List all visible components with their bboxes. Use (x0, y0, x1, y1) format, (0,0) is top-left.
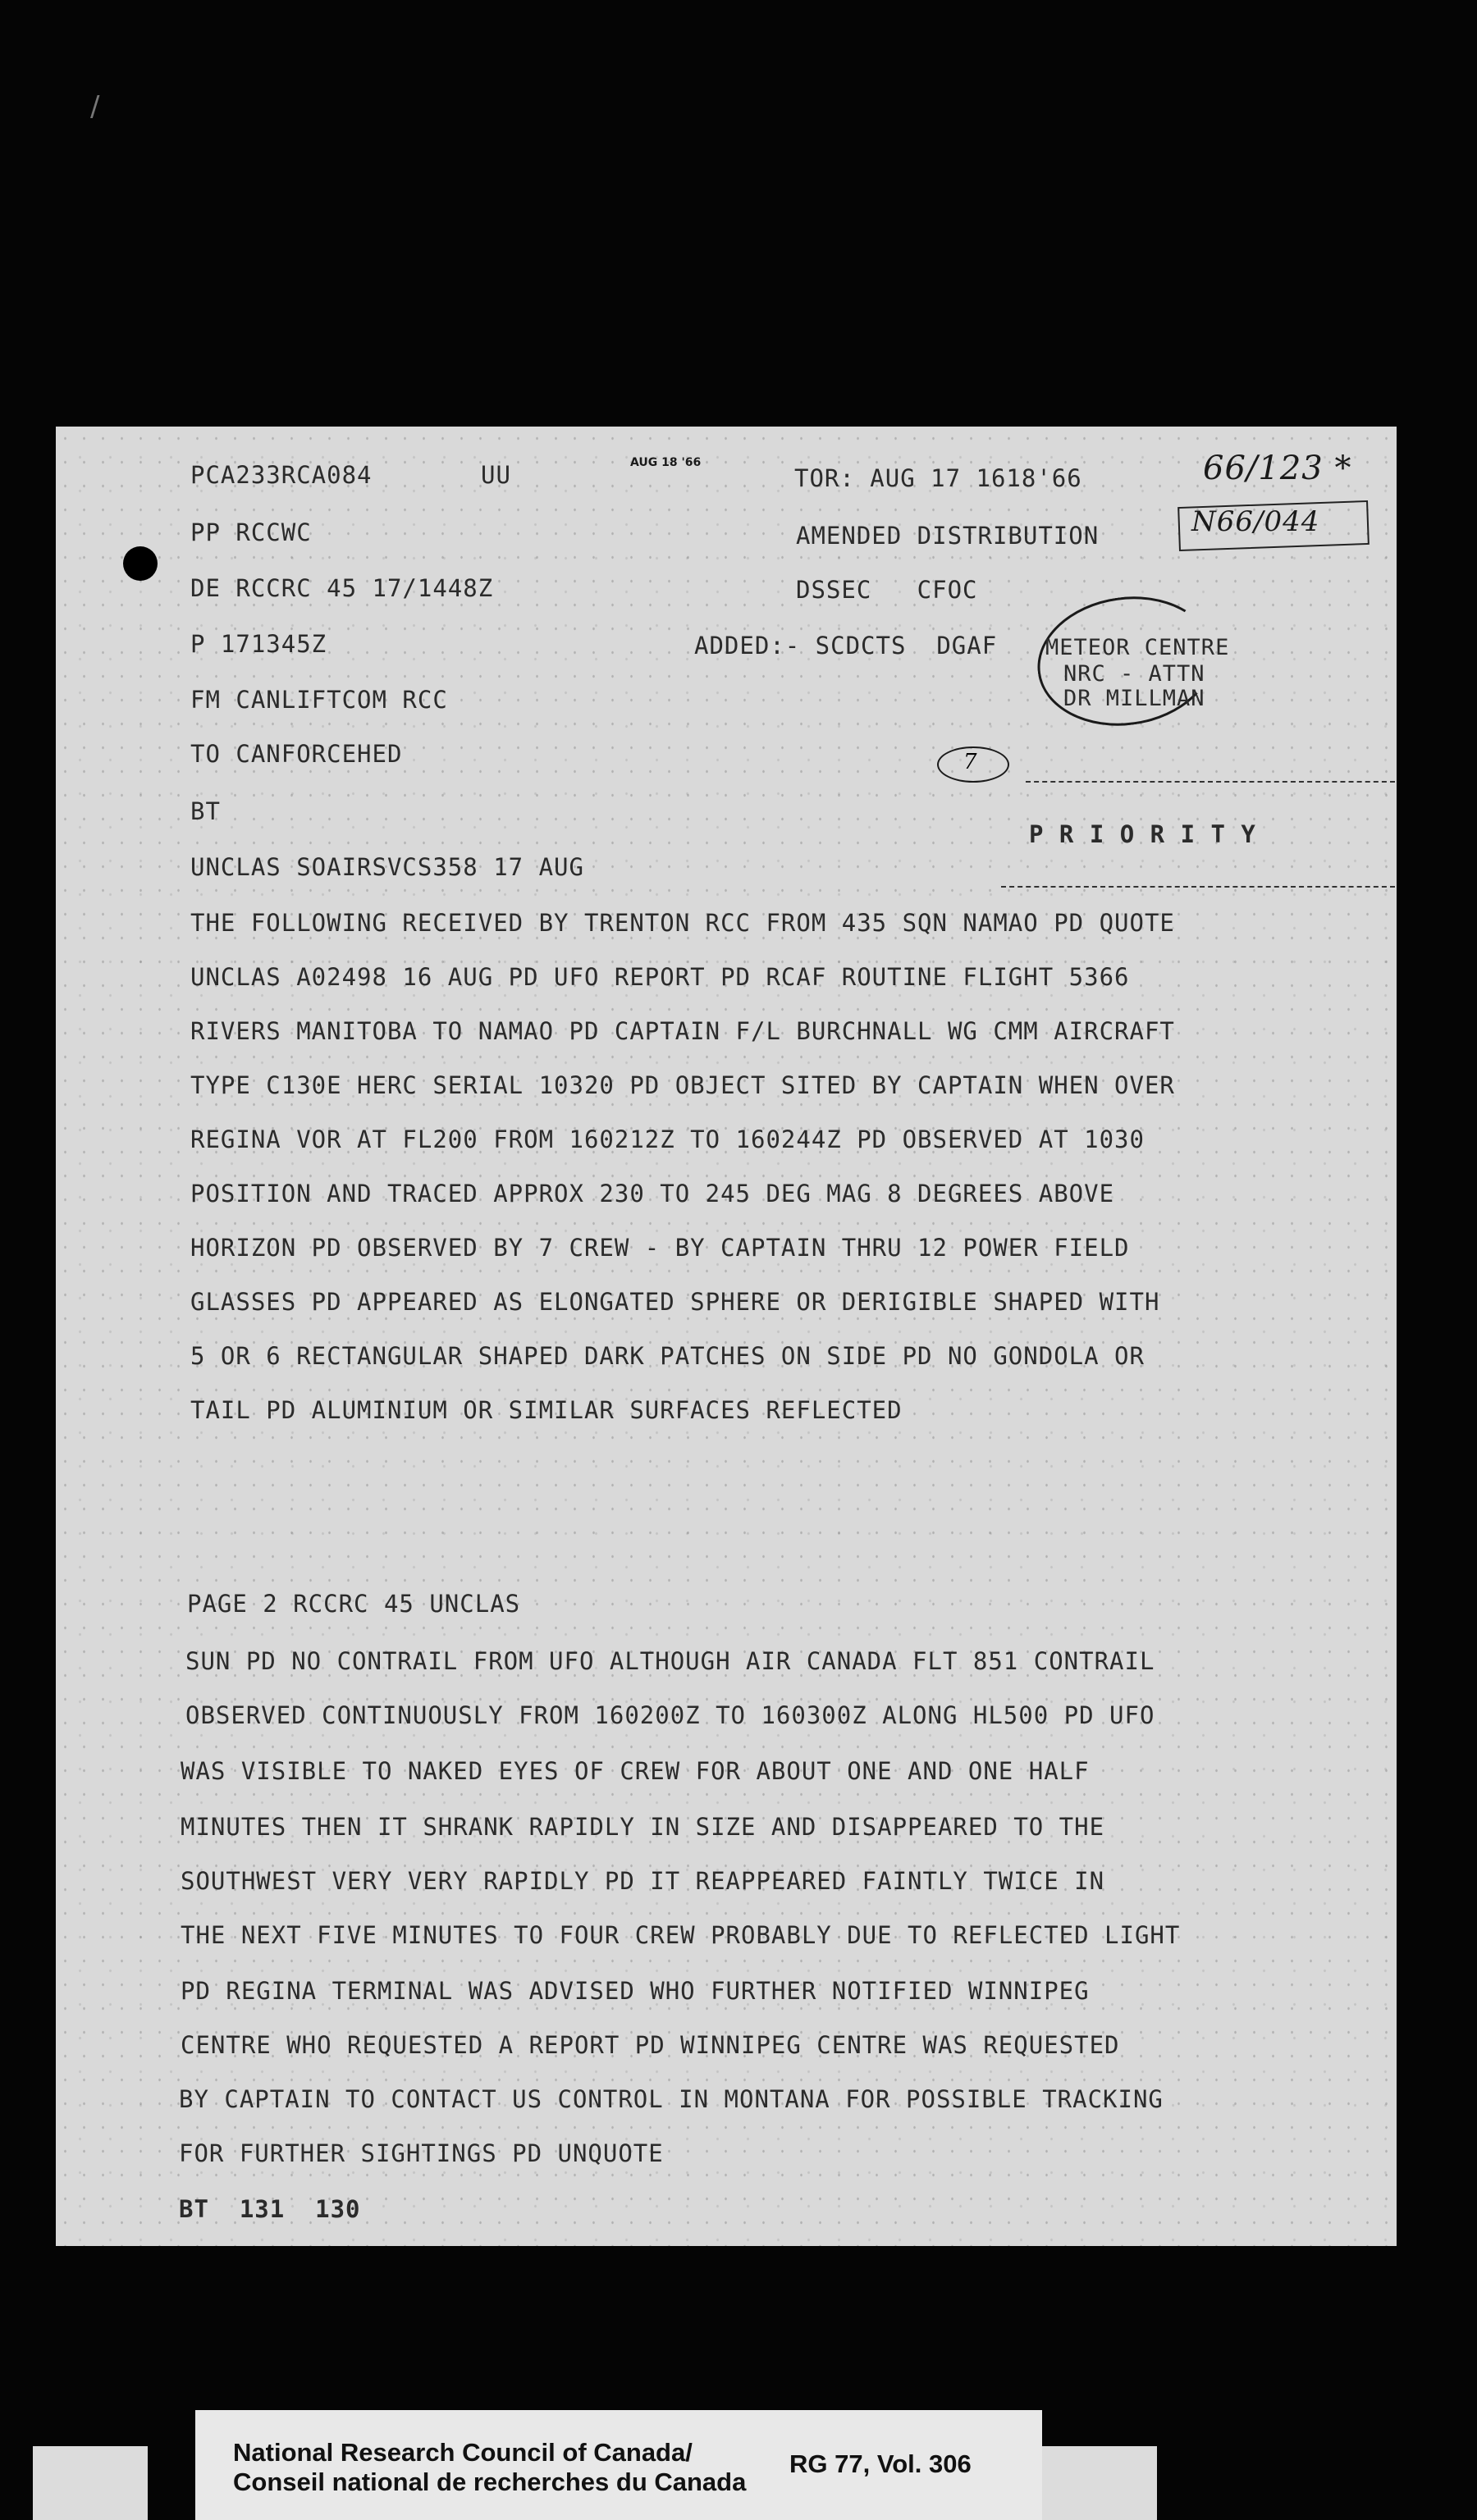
body2-line: SUN PD NO CONTRAIL FROM UFO ALTHOUGH AIR CANADA FLT 851 CONTRAIL (185, 1647, 1155, 1675)
body-line: TYPE C130E HERC SERIAL 10320 PD OBJECT SITED BY CAPTAIN WHEN OVER (190, 1071, 1175, 1099)
amended-distribution: AMENDED DISTRIBUTION (796, 522, 1100, 550)
body2-line: OBSERVED CONTINUOUSLY FROM 160200Z TO 160300Z ALONG HL500 PD UFO (185, 1701, 1155, 1729)
body2-line: CENTRE WHO REQUESTED A REPORT PD WINNIPEG CENTRE WAS REQUESTED (181, 2031, 1120, 2059)
punch-hole (123, 546, 158, 581)
body-line: THE FOLLOWING RECEIVED BY TRENTON RCC FROM 435 SQN NAMAO PD QUOTE (190, 909, 1175, 937)
body-line: GLASSES PD APPEARED AS ELONGATED SPHERE OR DERIGIBLE SHAPED WITH (190, 1288, 1160, 1316)
body-line: RIVERS MANITOBA TO NAMAO PD CAPTAIN F/L BURCHNALL WG CMM AIRCRAFT (190, 1017, 1175, 1045)
distribution-list: DSSEC CFOC (796, 576, 978, 604)
footer-bt: BT 131 130 (179, 2195, 361, 2223)
body-line: POSITION AND TRACED APPROX 230 TO 245 DEG MAG 8 DEGREES ABOVE (190, 1180, 1115, 1208)
dr-millman: DR MILLMAN (1063, 686, 1205, 711)
body2-line: MINUTES THEN IT SHRANK RAPIDLY IN SIZE AND DISAPPEARED TO THE (181, 1813, 1105, 1841)
body2-line: SOUTHWEST VERY VERY RAPIDLY PD IT REAPPEARED FAINTLY TWICE IN (181, 1867, 1105, 1895)
body2-line: BY CAPTAIN TO CONTACT US CONTROL IN MONTANA FOR POSSIBLE TRACKING (179, 2085, 1164, 2113)
priority-label: P R I O R I T Y (1029, 820, 1256, 848)
message-id: PCA233RCA084 (190, 461, 373, 489)
file-reference: 66/123 * (1203, 450, 1352, 487)
added-line: ADDED:- SCDCTS DGAF (694, 632, 998, 660)
archive-reference: RG 77, Vol. 306 (789, 2449, 972, 2478)
to-line: TO CANFORCEHED (190, 740, 403, 768)
archive-strip-left (33, 2446, 148, 2520)
margin-mark: / (90, 90, 100, 123)
uu-code: UU (481, 461, 511, 489)
de-line: DE RCCRC 45 17/1448Z (190, 574, 494, 602)
bt-line: BT (190, 797, 221, 825)
tor-time: TOR: AUG 17 1618'66 (794, 464, 1082, 492)
circled-number-text: 7 (963, 750, 977, 774)
archive-line-2: Conseil national de recherches du Canada (233, 2468, 747, 2496)
dashed-rule-bottom (1001, 886, 1395, 888)
meteor-centre: METEOR CENTRE (1045, 635, 1230, 660)
body2-line: PD REGINA TERMINAL WAS ADVISED WHO FURTHER NOTIFIED WINNIPEG (181, 1977, 1090, 2005)
archive-label (195, 2410, 1042, 2520)
dashed-rule-top (1026, 781, 1395, 783)
body-line: 5 OR 6 RECTANGULAR SHAPED DARK PATCHES ON SIDE PD NO GONDOLA OR (190, 1342, 1145, 1370)
unclas-line: UNCLAS SOAIRSVCS358 17 AUG (190, 853, 584, 881)
body-line: REGINA VOR AT FL200 FROM 160212Z TO 160244Z PD OBSERVED AT 1030 (190, 1125, 1145, 1153)
from-line: FM CANLIFTCOM RCC (190, 686, 448, 714)
circled-number (937, 746, 1009, 783)
body-line: UNCLAS A02498 16 AUG PD UFO REPORT PD RCAF ROUTINE FLIGHT 5366 (190, 963, 1130, 991)
body-line: HORIZON PD OBSERVED BY 7 CREW - BY CAPTAIN THRU 12 POWER FIELD (190, 1234, 1130, 1262)
body-line: TAIL PD ALUMINIUM OR SIMILAR SURFACES REFLECTED (190, 1396, 903, 1424)
body2-line: THE NEXT FIVE MINUTES TO FOUR CREW PROBABLY DUE TO REFLECTED LIGHT (181, 1921, 1181, 1949)
nrc-reference: N66/044 (1191, 505, 1320, 538)
date-stamp: AUG 18 '66 (630, 456, 702, 469)
body2-line: WAS VISIBLE TO NAKED EYES OF CREW FOR ABOUT ONE AND ONE HALF (181, 1757, 1090, 1785)
nrc-attn: NRC - ATTN (1063, 661, 1205, 687)
priority-time: P 171345Z (190, 630, 327, 658)
pp-line: PP RCCWC (190, 518, 312, 546)
page2-header: PAGE 2 RCCRC 45 UNCLAS (187, 1590, 521, 1618)
archive-line-1: National Research Council of Canada/ (233, 2438, 693, 2467)
archive-strip-right (1042, 2446, 1157, 2520)
body2-line: FOR FURTHER SIGHTINGS PD UNQUOTE (179, 2139, 664, 2167)
